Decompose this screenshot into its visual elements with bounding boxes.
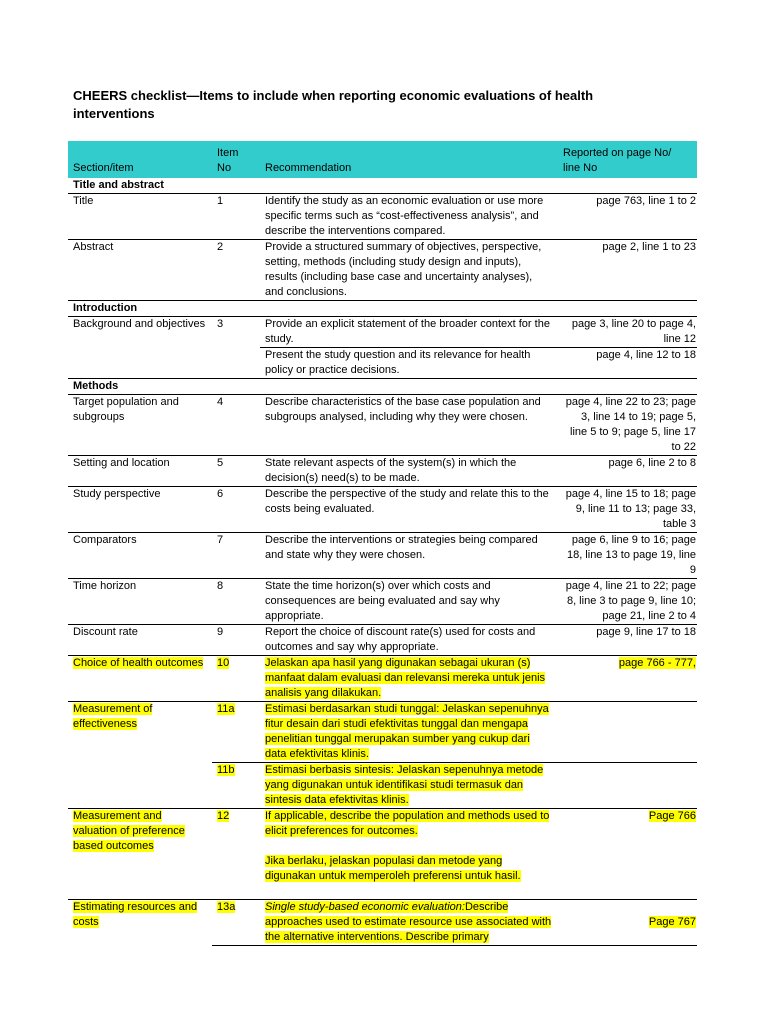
table-row: Estimating resources and costs 13a Single study-based economic evaluation:Describe approaches used to estimate resource use associated with the alternative interventions. Describe primary Page 767 <box>68 900 697 946</box>
header-section: Section/item <box>68 141 212 178</box>
table-row: Measurement and valuation of preference based outcomes 12 If applicable, describe the population and methods used to elicit preferences for outcomes. Jika berlaku, jelaskan populasi dan metode yang digunakan untuk memperoleh preferensi untuk hasil. Page 766 <box>68 809 697 900</box>
header-item-no: Item No <box>212 141 260 178</box>
table-row: 11b Estimasi berbasis sintesis: Jelaskan sepenuhnya metode yang digunakan untuk identifikasi studi termasuk dan sintesis data efektivitas klinis. <box>68 763 697 809</box>
table-row: Present the study question and its relevance for health policy or practice decisions. page 4, line 12 to 18 <box>68 348 697 379</box>
table-row: Background and objectives 3 Provide an explicit statement of the broader context for the study. page 3, line 20 to page 4, line 12 <box>68 317 697 348</box>
table-row: Target population and subgroups 4 Describe characteristics of the base case population and subgroups analysed, including why they were chosen. page 4, line 22 to 23; page 3, line 14 to 19; page 5, line 5 to 9; page 5, line 17 to 22 <box>68 395 697 456</box>
header-recommendation: Recommendation <box>260 141 558 178</box>
table-row: Comparators 7 Describe the interventions or strategies being compared and state why they were chosen. page 6, line 9 to 16; page 18, line 13 to page 19, line 9 <box>68 533 697 579</box>
table-row: Study perspective 6 Describe the perspective of the study and relate this to the costs being evaluated. page 4, line 15 to 18; page 9, line 11 to 13; page 33, table 3 <box>68 487 697 533</box>
table-row: Abstract 2 Provide a structured summary of objectives, perspective, setting, methods (including study design and inputs), results (including base case and uncertainty analyses), and conclusions. page 2, line 1 to 23 <box>68 240 697 301</box>
section-heading-title-abstract: Title and abstract <box>68 178 697 194</box>
header-reported: Reported on page No/ line No <box>558 141 697 178</box>
table-row: Discount rate 9 Report the choice of discount rate(s) used for costs and outcomes and say why appropriate. page 9, line 17 to 18 <box>68 625 697 656</box>
table-row: Setting and location 5 State relevant aspects of the system(s) in which the decision(s) need(s) to be made. page 6, line 2 to 8 <box>68 456 697 487</box>
table-row: Choice of health outcomes 10 Jelaskan apa hasil yang digunakan sebagai ukuran (s) manfaat dalam evaluasi dan relevansi mereka untuk jenis analisis yang dilakukan. page 766 - 777, <box>68 656 697 702</box>
table-row: Title 1 Identify the study as an economic evaluation or use more specific terms such as “cost-effectiveness analysis”, and describe the interventions compared. page 763, line 1 to 2 <box>68 194 697 240</box>
table-row: Measurement of effectiveness 11a Estimasi berdasarkan studi tunggal: Jelaskan sepenuhnya fitur desain dari studi efektivitas tunggal dan mengapa penelitian tunggal merupakan sumber yang cukup dari data efektivitas klinis. <box>68 702 697 763</box>
table-row: Time horizon 8 State the time horizon(s) over which costs and consequences are being evaluated and say why appropriate. page 4, line 21 to 22; page 8, line 3 to page 9, line 10; page 21, line 2 to 4 <box>68 579 697 625</box>
cheers-table <box>68 141 697 946</box>
section-heading-introduction: Introduction <box>68 301 697 317</box>
section-heading-methods: Methods <box>68 379 697 395</box>
header-row <box>68 141 697 178</box>
page-title: CHEERS checklist—Items to include when reporting economic evaluations of health interventions <box>73 88 594 121</box>
